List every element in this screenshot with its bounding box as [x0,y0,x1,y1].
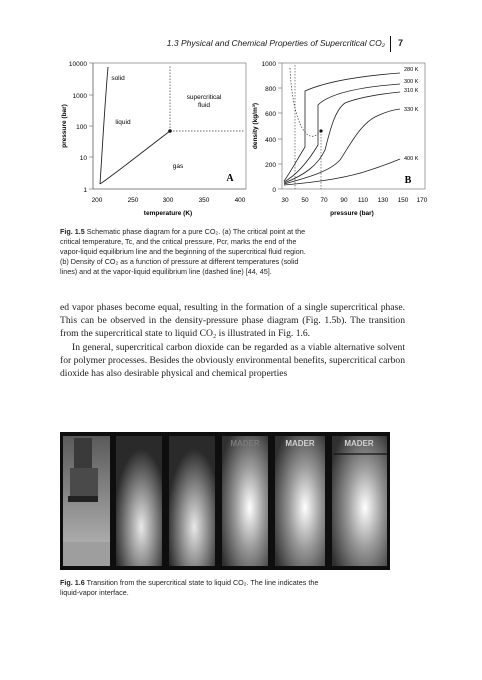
a-xtick-350: 350 [198,197,210,204]
panel-b-density-diagram [252,61,428,217]
b-label-280k: 280 K [404,67,419,73]
frame-6-label: MADER [344,439,374,448]
figure-1-6-frames [60,432,390,570]
panel-a-letter: A [226,173,234,184]
b-ytick-600: 600 [265,111,276,118]
body-paragraph-2: In general, supercritical carbon dioxide can be regarded as a viable alternative solvent for polymer processes. Besides the obviously environmental benefits, supercritical carbon dioxide has also desirable physical and chemical properties [60,341,406,380]
body-paragraph-1: ed vapor phases become equal, resulting in the formation of a single supercritical phase. This can be observed in the density-pressure phase diagram (Fig. 1.5b). The transition from the supercritical state to liquid CO₂ is illustrated in Fig. 1.6. [60,302,405,340]
a-critical-point [168,129,172,133]
a-xtick-250: 250 [127,197,139,204]
fig16-caption-label: Fig. 1.6 [60,578,85,587]
a-xtick-200: 200 [91,197,103,204]
b-xtick-70: 70 [320,197,328,204]
b-label-300k: 300 K [404,79,419,85]
b-x-axis-label: pressure (bar) [330,210,374,217]
a-region-supercritical-2: fluid [198,102,210,109]
running-title: 1.3 Physical and Chemical Properties of Supercritical CO₂ [166,38,385,48]
a-region-solid: solid [111,75,125,82]
running-header [60,38,405,52]
header-rule [390,36,391,52]
b-ytick-200: 200 [265,162,276,169]
b-xtick-110: 110 [357,197,369,204]
frame-4 [222,436,268,566]
body-text [60,301,405,380]
b-xtick-150: 150 [397,197,409,204]
a-ytick-10: 10 [79,155,87,162]
b-xtick-90: 90 [340,197,348,204]
frame-4-label: MADER [230,439,260,448]
b-xtick-30: 30 [281,197,289,204]
page-number: 7 [397,38,403,48]
a-ytick-100: 100 [76,124,87,131]
b-xtick-50: 50 [301,197,309,204]
b-label-310k: 310 K [404,88,419,94]
b-label-400k: 400 K [404,156,419,162]
fig15-caption-text: Schematic phase diagram for a pure CO₂. (a) The critical point at the critical temperature, Tc, and the critical pressure, Pcr, marks the end of the vapor-liquid equilibrium line and the beginning of the supercritical fluid region. (b) Density of CO₂ as a function of pressure at different temperatures (solid lines) and at the vapor-liquid equilibrium line (dashed line) [44, 45]. [60,227,306,276]
figure-1-6-caption [60,578,320,598]
b-xtick-170: 170 [416,197,428,204]
a-ytick-10000: 10000 [68,61,87,68]
a-x-axis-label: temperature (K) [143,210,193,217]
panel-a-phase-diagram [61,61,246,217]
frame-2 [116,436,162,566]
panel-b-letter: B [404,175,412,186]
frame-5 [275,436,325,566]
frame-6 [332,436,387,566]
frame-5-label: MADER [285,439,315,448]
figure-1-6-photo [60,432,390,570]
a-region-liquid: liquid [115,119,131,126]
fig15-caption-label: Fig. 1.5 [60,227,85,236]
figure-1-5 [0,55,482,230]
a-y-axis-label: pressure (bar) [61,104,68,148]
frame-3 [169,436,215,566]
a-region-gas: gas [172,163,184,170]
b-ytick-0: 0 [272,187,276,194]
b-ytick-400: 400 [265,137,276,144]
b-ytick-1000: 1000 [261,61,276,68]
b-ytick-800: 800 [265,86,276,93]
b-xtick-130: 130 [377,197,389,204]
a-xtick-400: 400 [234,197,246,204]
b-critical-point [319,129,322,132]
a-ytick-1: 1 [83,187,87,194]
b-y-axis-label: density (kg/m³) [252,102,259,150]
figure-1-5-caption [60,227,310,277]
a-xtick-300: 300 [162,197,174,204]
b-label-330k: 330 K [404,107,419,113]
a-ytick-1000: 1000 [72,93,87,100]
a-region-supercritical-1: supercritical [186,94,222,101]
fig16-caption-text: Transition from the supercritical state to liquid CO₂. The line indicates the liquid-vapor interface. [60,578,319,597]
